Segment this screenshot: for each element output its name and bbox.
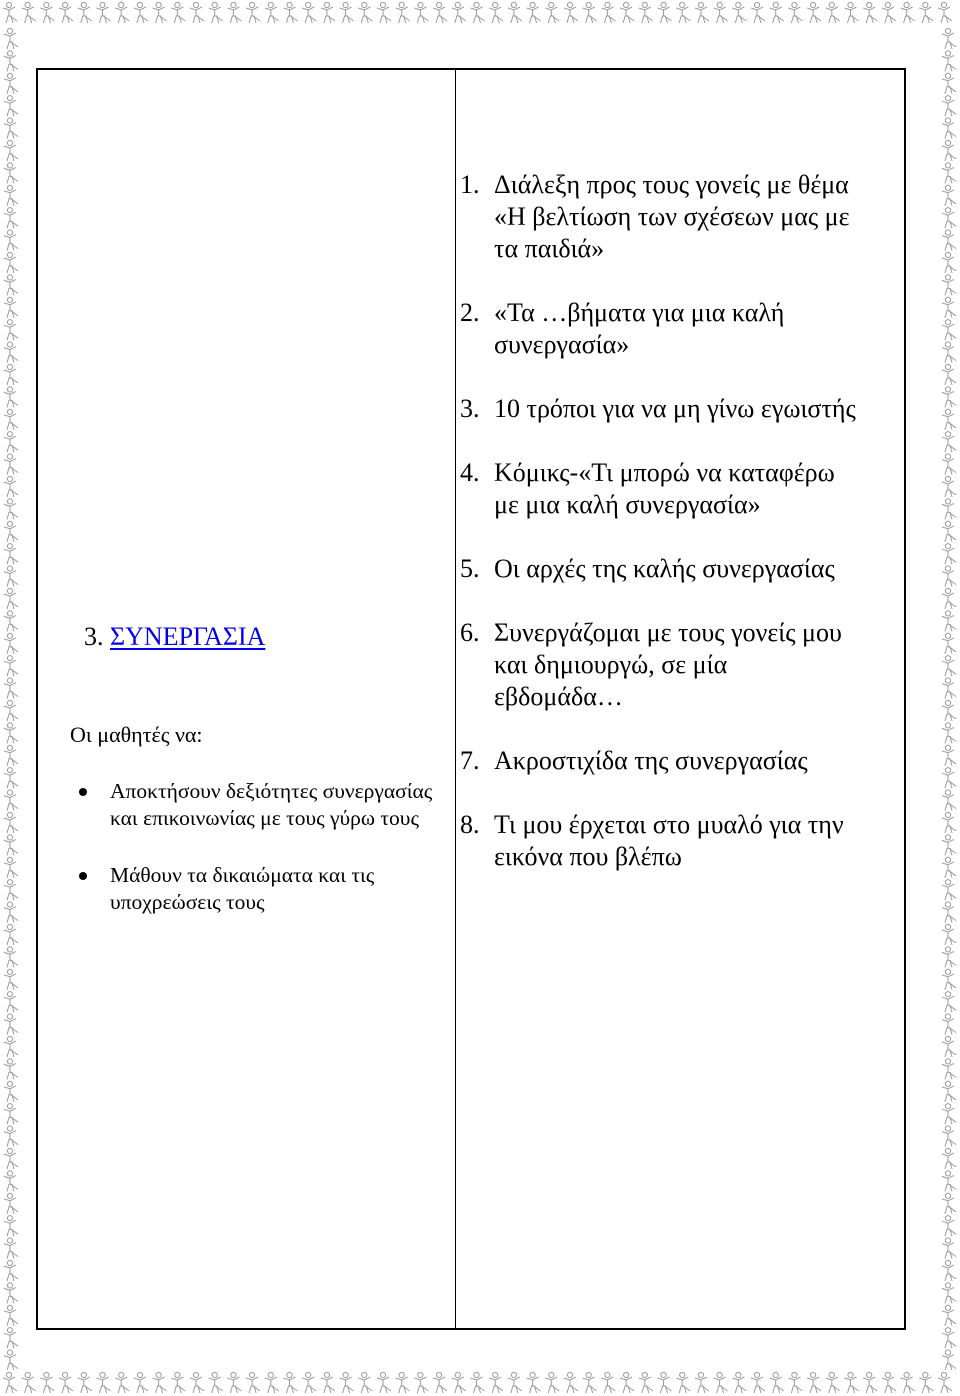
child-figure-icon: [826, 1372, 840, 1393]
child-figure-icon: [508, 2, 522, 23]
child-figure-icon: [4, 1014, 18, 1035]
child-figure-icon: [942, 1328, 956, 1349]
child-figure-icon: [171, 1372, 185, 1393]
activity-item: [460, 617, 860, 713]
activity-text: Κόμικς-«Τι μπορώ να καταφέρω με μια καλή συνεργασία»: [494, 458, 835, 519]
child-figure-icon: [545, 2, 559, 23]
child-figure-icon: [882, 2, 896, 23]
child-figure-icon: [4, 73, 18, 94]
child-figure-icon: [115, 1372, 129, 1393]
child-figure-icon: [4, 969, 18, 990]
child-figure-icon: [134, 2, 148, 23]
child-figure-icon: [40, 2, 54, 23]
child-figure-icon: [942, 140, 956, 161]
child-figure-icon: [545, 1372, 559, 1393]
child-figure-icon: [942, 1059, 956, 1080]
child-figure-icon: [942, 297, 956, 318]
child-figure-icon: [4, 163, 18, 184]
child-figure-icon: [4, 230, 18, 251]
goal-text: Αποκτήσουν δεξιότητες συνεργασίας και επικοινωνίας με τους γύρω τους: [110, 779, 433, 830]
child-figure-icon: [942, 51, 956, 72]
child-figure-icon: [583, 2, 597, 23]
child-figure-icon: [4, 790, 18, 811]
child-figure-icon: [4, 51, 18, 72]
child-figure-icon: [4, 320, 18, 341]
activity-item: [460, 393, 860, 425]
child-figure-icon: [321, 1372, 335, 1393]
child-figure-icon: [508, 1372, 522, 1393]
child-figure-icon: [284, 2, 298, 23]
child-figure-icon: [4, 387, 18, 408]
activity-text: Διάλεξη προς τους γονείς με θέμα «Η βελτίωση των σχέσεων μας με τα παιδιά»: [494, 170, 850, 263]
child-figure-icon: [377, 2, 391, 23]
child-figure-icon: [302, 1372, 316, 1393]
child-figure-icon: [4, 902, 18, 923]
child-figure-icon: [59, 2, 73, 23]
child-figure-icon: [4, 96, 18, 117]
child-figure-icon: [601, 2, 615, 23]
child-figure-icon: [942, 1126, 956, 1147]
child-figure-icon: [942, 992, 956, 1013]
child-figure-icon: [4, 588, 18, 609]
page-border-right: [938, 26, 960, 1370]
child-figure-icon: [942, 521, 956, 542]
child-figure-icon: [601, 1372, 615, 1393]
child-figure-icon: [22, 1372, 36, 1393]
activity-number: 6.: [460, 618, 480, 647]
activities-list: [460, 99, 860, 873]
activity-number: 2.: [460, 298, 480, 327]
child-figure-icon: [942, 1148, 956, 1169]
child-figure-icon: [942, 1216, 956, 1237]
child-figure-icon: [942, 678, 956, 699]
activity-number: 3.: [460, 394, 480, 423]
child-figure-icon: [489, 1372, 503, 1393]
child-figure-icon: [4, 835, 18, 856]
child-figure-icon: [788, 1372, 802, 1393]
child-figure-icon: [942, 588, 956, 609]
child-figure-icon: [942, 252, 956, 273]
child-figure-icon: [4, 1148, 18, 1169]
activity-text: Ακροστιχίδα της συνεργασίας: [494, 746, 808, 775]
child-figure-icon: [942, 1238, 956, 1259]
child-figure-icon: [942, 1081, 956, 1102]
activity-text: Οι αρχές της καλής συνεργασίας: [494, 554, 835, 583]
child-figure-icon: [942, 633, 956, 654]
child-figure-icon: [583, 1372, 597, 1393]
child-figure-icon: [942, 611, 956, 632]
bullet-icon: [79, 788, 87, 796]
child-figure-icon: [4, 297, 18, 318]
child-figure-icon: [4, 499, 18, 520]
child-figure-icon: [714, 2, 728, 23]
section-title: ΣΥΝΕΡΓΑΣΙΑ: [110, 622, 266, 651]
child-figure-icon: [770, 2, 784, 23]
child-figure-icon: [4, 768, 18, 789]
child-figure-icon: [4, 454, 18, 475]
child-figure-icon: [4, 566, 18, 587]
child-figure-icon: [942, 454, 956, 475]
child-figure-icon: [942, 185, 956, 206]
child-figure-icon: [942, 924, 956, 945]
child-figure-icon: [942, 163, 956, 184]
goal-item: [38, 862, 455, 916]
child-figure-icon: [284, 1372, 298, 1393]
child-figure-icon: [4, 880, 18, 901]
child-figure-icon: [942, 700, 956, 721]
child-figure-icon: [564, 1372, 578, 1393]
child-figure-icon: [171, 2, 185, 23]
child-figure-icon: [302, 2, 316, 23]
child-figure-icon: [358, 1372, 372, 1393]
child-figure-icon: [942, 768, 956, 789]
child-figure-icon: [414, 1372, 428, 1393]
child-figure-icon: [227, 1372, 241, 1393]
child-figure-icon: [4, 409, 18, 430]
child-figure-icon: [658, 1372, 672, 1393]
child-figure-icon: [863, 1372, 877, 1393]
child-figure-icon: [4, 140, 18, 161]
child-figure-icon: [4, 611, 18, 632]
child-figure-icon: [246, 2, 260, 23]
child-figure-icon: [938, 2, 952, 23]
activity-item: [460, 809, 860, 873]
child-figure-icon: [942, 476, 956, 497]
child-figure-icon: [246, 1372, 260, 1393]
child-figure-icon: [732, 2, 746, 23]
child-figure-icon: [4, 656, 18, 677]
child-figure-icon: [564, 2, 578, 23]
activity-text: «Τα …βήματα για μια καλή συνεργασία»: [494, 298, 785, 359]
child-figure-icon: [4, 1193, 18, 1214]
child-figure-icon: [22, 2, 36, 23]
child-figure-icon: [942, 342, 956, 363]
child-figure-icon: [4, 1081, 18, 1102]
child-figure-icon: [4, 1104, 18, 1125]
child-figure-icon: [527, 1372, 541, 1393]
activity-number: 5.: [460, 554, 480, 583]
child-figure-icon: [676, 1372, 690, 1393]
activity-item: [460, 297, 860, 361]
child-figure-icon: [620, 2, 634, 23]
section-number: 3.: [84, 622, 104, 651]
child-figure-icon: [919, 1372, 933, 1393]
child-figure-icon: [4, 1059, 18, 1080]
child-figure-icon: [620, 1372, 634, 1393]
child-figure-icon: [639, 1372, 653, 1393]
border-icons-right: [938, 26, 960, 1370]
child-figure-icon: [4, 208, 18, 229]
child-figure-icon: [190, 2, 204, 23]
child-figure-icon: [4, 1036, 18, 1057]
child-figure-icon: [40, 1372, 54, 1393]
child-figure-icon: [732, 1372, 746, 1393]
activity-item: [460, 553, 860, 585]
child-figure-icon: [942, 1171, 956, 1192]
goals-list: [38, 778, 455, 946]
child-figure-icon: [942, 230, 956, 251]
child-figure-icon: [4, 185, 18, 206]
child-figure-icon: [938, 1372, 952, 1393]
child-figure-icon: [3, 1372, 17, 1393]
goal-item: [38, 778, 455, 832]
child-figure-icon: [340, 1372, 354, 1393]
child-figure-icon: [153, 2, 167, 23]
child-figure-icon: [377, 1372, 391, 1393]
child-figure-icon: [4, 812, 18, 833]
child-figure-icon: [751, 2, 765, 23]
child-figure-icon: [695, 2, 709, 23]
child-figure-icon: [942, 96, 956, 117]
child-figure-icon: [4, 1328, 18, 1349]
child-figure-icon: [942, 320, 956, 341]
child-figure-icon: [942, 28, 956, 49]
child-figure-icon: [807, 2, 821, 23]
child-figure-icon: [4, 1126, 18, 1147]
activity-text: 10 τρόποι για να μη γίνω εγωιστής: [494, 394, 856, 423]
child-figure-icon: [321, 2, 335, 23]
activity-number: 7.: [460, 746, 480, 775]
activity-number: 1.: [460, 170, 480, 199]
child-figure-icon: [4, 723, 18, 744]
child-figure-icon: [4, 252, 18, 273]
child-figure-icon: [4, 1216, 18, 1237]
child-figure-icon: [751, 1372, 765, 1393]
child-figure-icon: [942, 880, 956, 901]
border-icons-left: [0, 26, 22, 1370]
child-figure-icon: [942, 432, 956, 453]
child-figure-icon: [265, 1372, 279, 1393]
child-figure-icon: [4, 1350, 18, 1370]
child-figure-icon: [4, 476, 18, 497]
child-figure-icon: [3, 2, 17, 23]
child-figure-icon: [919, 2, 933, 23]
child-figure-icon: [676, 2, 690, 23]
child-figure-icon: [4, 1171, 18, 1192]
child-figure-icon: [153, 1372, 167, 1393]
child-figure-icon: [942, 118, 956, 139]
child-figure-icon: [882, 1372, 896, 1393]
child-figure-icon: [4, 1238, 18, 1259]
child-figure-icon: [901, 2, 915, 23]
activity-text: Συνεργάζομαι με τους γονείς μου και δημιουργώ, σε μία εβδομάδα…: [494, 618, 842, 711]
child-figure-icon: [770, 1372, 784, 1393]
child-figure-icon: [942, 1283, 956, 1304]
child-figure-icon: [942, 275, 956, 296]
child-figure-icon: [639, 2, 653, 23]
child-figure-icon: [4, 118, 18, 139]
child-figure-icon: [942, 947, 956, 968]
child-figure-icon: [942, 969, 956, 990]
activity-text: Τι μου έρχεται στο μυαλό για την εικόνα που βλέπω: [494, 810, 844, 871]
child-figure-icon: [942, 1104, 956, 1125]
child-figure-icon: [134, 1372, 148, 1393]
child-figure-icon: [942, 499, 956, 520]
child-figure-icon: [845, 2, 859, 23]
child-figure-icon: [209, 2, 223, 23]
child-figure-icon: [942, 1193, 956, 1214]
child-figure-icon: [807, 1372, 821, 1393]
child-figure-icon: [658, 2, 672, 23]
child-figure-icon: [845, 1372, 859, 1393]
child-figure-icon: [4, 857, 18, 878]
child-figure-icon: [489, 2, 503, 23]
child-figure-icon: [4, 275, 18, 296]
border-icons-bottom: [0, 1370, 960, 1396]
child-figure-icon: [433, 1372, 447, 1393]
child-figure-icon: [942, 1305, 956, 1326]
child-figure-icon: [471, 2, 485, 23]
child-figure-icon: [942, 1014, 956, 1035]
goal-text: Μάθουν τα δικαιώματα και τις υποχρεώσεις τους: [110, 863, 375, 914]
child-figure-icon: [4, 745, 18, 766]
child-figure-icon: [4, 1305, 18, 1326]
child-figure-icon: [433, 2, 447, 23]
child-figure-icon: [4, 432, 18, 453]
child-figure-icon: [4, 924, 18, 945]
section-heading: [84, 622, 265, 652]
child-figure-icon: [4, 700, 18, 721]
child-figure-icon: [358, 2, 372, 23]
child-figure-icon: [414, 2, 428, 23]
child-figure-icon: [942, 656, 956, 677]
child-figure-icon: [115, 2, 129, 23]
border-icons-top: [0, 0, 960, 26]
goals-intro: Οι μαθητές να:: [70, 722, 203, 747]
child-figure-icon: [471, 1372, 485, 1393]
child-figure-icon: [4, 947, 18, 968]
child-figure-icon: [714, 1372, 728, 1393]
child-figure-icon: [452, 1372, 466, 1393]
child-figure-icon: [396, 1372, 410, 1393]
child-figure-icon: [942, 812, 956, 833]
child-figure-icon: [78, 2, 92, 23]
bullet-icon: [79, 872, 87, 880]
child-figure-icon: [942, 745, 956, 766]
child-figure-icon: [788, 2, 802, 23]
child-figure-icon: [942, 566, 956, 587]
child-figure-icon: [4, 521, 18, 542]
activity-item: [460, 457, 860, 521]
child-figure-icon: [942, 857, 956, 878]
child-figure-icon: [4, 678, 18, 699]
child-figure-icon: [452, 2, 466, 23]
page-border-bottom: [0, 1370, 960, 1396]
child-figure-icon: [190, 1372, 204, 1393]
child-figure-icon: [942, 1350, 956, 1370]
activity-item: [460, 169, 860, 265]
child-figure-icon: [4, 544, 18, 565]
page-border-left: [0, 26, 22, 1370]
activity-number: 4.: [460, 458, 480, 487]
child-figure-icon: [4, 1283, 18, 1304]
child-figure-icon: [942, 409, 956, 430]
child-figure-icon: [4, 364, 18, 385]
child-figure-icon: [340, 2, 354, 23]
child-figure-icon: [97, 2, 111, 23]
child-figure-icon: [97, 1372, 111, 1393]
activity-item: [460, 745, 860, 777]
child-figure-icon: [942, 835, 956, 856]
child-figure-icon: [59, 1372, 73, 1393]
child-figure-icon: [942, 1036, 956, 1057]
column-divider: [455, 70, 456, 1328]
child-figure-icon: [863, 2, 877, 23]
child-figure-icon: [942, 208, 956, 229]
child-figure-icon: [227, 2, 241, 23]
page-border-top: [0, 0, 960, 26]
child-figure-icon: [4, 28, 18, 49]
child-figure-icon: [942, 723, 956, 744]
child-figure-icon: [942, 544, 956, 565]
child-figure-icon: [695, 1372, 709, 1393]
child-figure-icon: [4, 633, 18, 654]
child-figure-icon: [4, 1260, 18, 1281]
child-figure-icon: [942, 1260, 956, 1281]
left-cell: [38, 70, 455, 1328]
child-figure-icon: [4, 992, 18, 1013]
child-figure-icon: [209, 1372, 223, 1393]
child-figure-icon: [942, 790, 956, 811]
activity-number: 8.: [460, 810, 480, 839]
child-figure-icon: [527, 2, 541, 23]
child-figure-icon: [4, 342, 18, 363]
child-figure-icon: [942, 387, 956, 408]
child-figure-icon: [265, 2, 279, 23]
child-figure-icon: [942, 902, 956, 923]
child-figure-icon: [942, 364, 956, 385]
child-figure-icon: [942, 73, 956, 94]
child-figure-icon: [826, 2, 840, 23]
child-figure-icon: [396, 2, 410, 23]
child-figure-icon: [78, 1372, 92, 1393]
child-figure-icon: [901, 1372, 915, 1393]
